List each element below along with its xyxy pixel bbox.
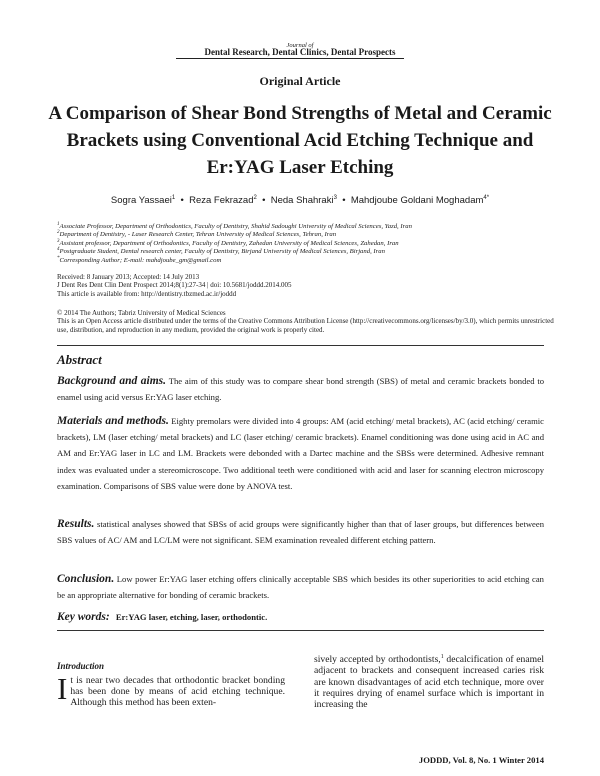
- intro-text: sively accepted by orthodontists,: [314, 654, 441, 666]
- intro-right-column: [314, 652, 544, 710]
- author-sup: 4*: [483, 195, 490, 201]
- affiliation-sup: 2: [57, 230, 60, 236]
- title-line: Brackets using Conventional Acid Etching Technique and: [66, 130, 534, 151]
- author-separator: •: [180, 195, 184, 207]
- author-sup: 3: [333, 195, 337, 201]
- abstract-section-text: Low power Er:YAG laser etching offers clinically acceptable SBS which besides its other superiorities to acid etching can be an appropriate alternative for bonding of ceramic brackets.: [57, 574, 544, 601]
- introduction-heading: Introduction: [57, 661, 105, 671]
- drop-cap: I: [57, 671, 68, 706]
- abstract-section-label: Materials and methods.: [57, 415, 169, 427]
- abstract-section-text: statistical analyses showed that SBSs of acid groups were significantly higher than that of laser groups, but differences between SBS values of AC/ AM and LC/LM were not significant. SEM examination revealed different etching pattern.: [57, 519, 544, 546]
- abstract-conclusion: [57, 571, 544, 603]
- author-name: Reza Fekrazad: [189, 195, 254, 207]
- received-date: Received: 8 January 2013; Accepted: 14 July 2013: [57, 273, 200, 281]
- author-name: Neda Shahraki: [270, 195, 334, 207]
- abstract-section-text: The aim of this study was to compare shear bond strength (SBS) of metal and ceramic brackets bonded to enamel using acid versus Er:YAG laser etching.: [57, 376, 544, 403]
- abstract-background: [57, 373, 544, 405]
- title-line: A Comparison of Shear Bond Strengths of Metal and Ceramic: [48, 103, 552, 124]
- author-name: Mahdjoube Goldani Moghadam: [350, 195, 484, 207]
- corresponding-author: [57, 255, 557, 266]
- citation: J Dent Res Dent Clin Dent Prospect 2014;8(1):27-34 | doi: 10.5681/joddd.2014.005: [57, 281, 292, 290]
- affiliation-sup: *: [57, 255, 60, 261]
- abstract-methods: [57, 413, 544, 494]
- abstract-section-label: Results.: [57, 518, 95, 530]
- author-sup: 1: [171, 195, 176, 201]
- affiliation-text: Corresponding Author; E-mail: mahdjoube_gm@gmail.com: [59, 256, 222, 264]
- keywords: [57, 611, 544, 623]
- abstract-results: [57, 516, 544, 548]
- availability-link[interactable]: This article is available from: http://dentistry.tbzmed.ac.ir/joddd: [57, 289, 237, 298]
- author-separator: •: [262, 195, 266, 207]
- author-list: [40, 195, 560, 206]
- journal-of-label: Journal of: [286, 42, 314, 49]
- keywords-label: Key words:: [57, 611, 110, 623]
- affiliation-sup: 1: [57, 222, 60, 227]
- intro-left-column: [57, 671, 285, 709]
- author-sup: 2: [253, 195, 257, 201]
- affiliation-sup: 3: [57, 238, 60, 244]
- affiliation-text: Assistant professor, Department of Orthodontics, Faculty of Dentistry, Zahedan University of Medical Sciences, Zahedan, Iran: [59, 240, 399, 248]
- page-footer: JODDD, Vol. 8, No. 1 Winter 2014: [418, 755, 544, 765]
- affiliation-text: Associate Professor, Department of Orthodontics, Faculty of Dentistry, Shahid Sadoughi University of Medical Sciences, Yazd, Iran: [59, 223, 412, 231]
- title-line: Er:YAG Laser Etching: [206, 157, 394, 178]
- header-rule: [176, 58, 404, 59]
- abstract-section-label: Background and aims.: [57, 375, 167, 387]
- affiliation-sup: 4: [57, 247, 60, 253]
- article-title: [40, 100, 560, 181]
- abstract-top-rule: [57, 345, 544, 346]
- intro-text: decalcification of enamel adjacent to brackets and consequent increased caries risk are known disadvantages of acid etch technique, more over it requires drying of enamel surface which is important in increasing the: [314, 654, 544, 710]
- author-separator: •: [342, 195, 346, 207]
- copyright: © 2014 The Authors; Tabriz University of Medical Sciences: [57, 309, 226, 317]
- affiliation-text: Postgraduate Student, Dental research center, Faculty of Dentistry, Birjand University of Medical Sciences, Birjand, Iran: [59, 248, 385, 256]
- abstract-heading: Abstract: [57, 352, 102, 367]
- abstract-section-label: Conclusion.: [57, 573, 115, 585]
- intro-text: t is near two decades that orthodontic bracket bonding has been done by means of acid etching technique. Although this method has been exten-: [70, 675, 285, 709]
- author-name: Sogra Yassaei: [110, 195, 172, 207]
- license-text: This is an Open Access article distributed under the terms of the Creative Commons Attribution License (http://creativecommons.org/licenses/by/3.0), which permits unrestricted use, distribution, and reproduction in any medium, provided the original work is properly cited.: [57, 317, 554, 334]
- journal-name: Dental Research, Dental Clinics, Dental Prospects: [204, 47, 396, 57]
- affiliation-text: Department of Dentistry, - Laser Research Center, Tehran University of Medical Sciences, Tehran, Iran: [59, 231, 337, 239]
- article-type: Original Article: [259, 74, 341, 88]
- abstract-section-text: Eighty premolars were divided into 4 groups: AM (acid etching/ metal brackets), AC (acid etching/ ceramic brackets), LM (laser etching/ metal brackets) and LC (laser etching/ ceramic brackets). Enamel conditioning was done using acid in AC and AM and Er:YAG laser in LC and LM. Brackets were debonded with a Dartec machine and the SBSs were determined. Adhesive remnant index was evaluated under a stereomicroscope. Two additional teeth were conditioned with acid and laser for scanning electron microscopy examination. Comparisons of SBS value were done by ANOVA test.: [57, 416, 544, 491]
- keywords-text: Er:YAG laser, etching, laser, orthodontic.: [115, 612, 268, 622]
- abstract-bottom-rule: [57, 630, 544, 631]
- citation-sup: 1: [440, 654, 444, 660]
